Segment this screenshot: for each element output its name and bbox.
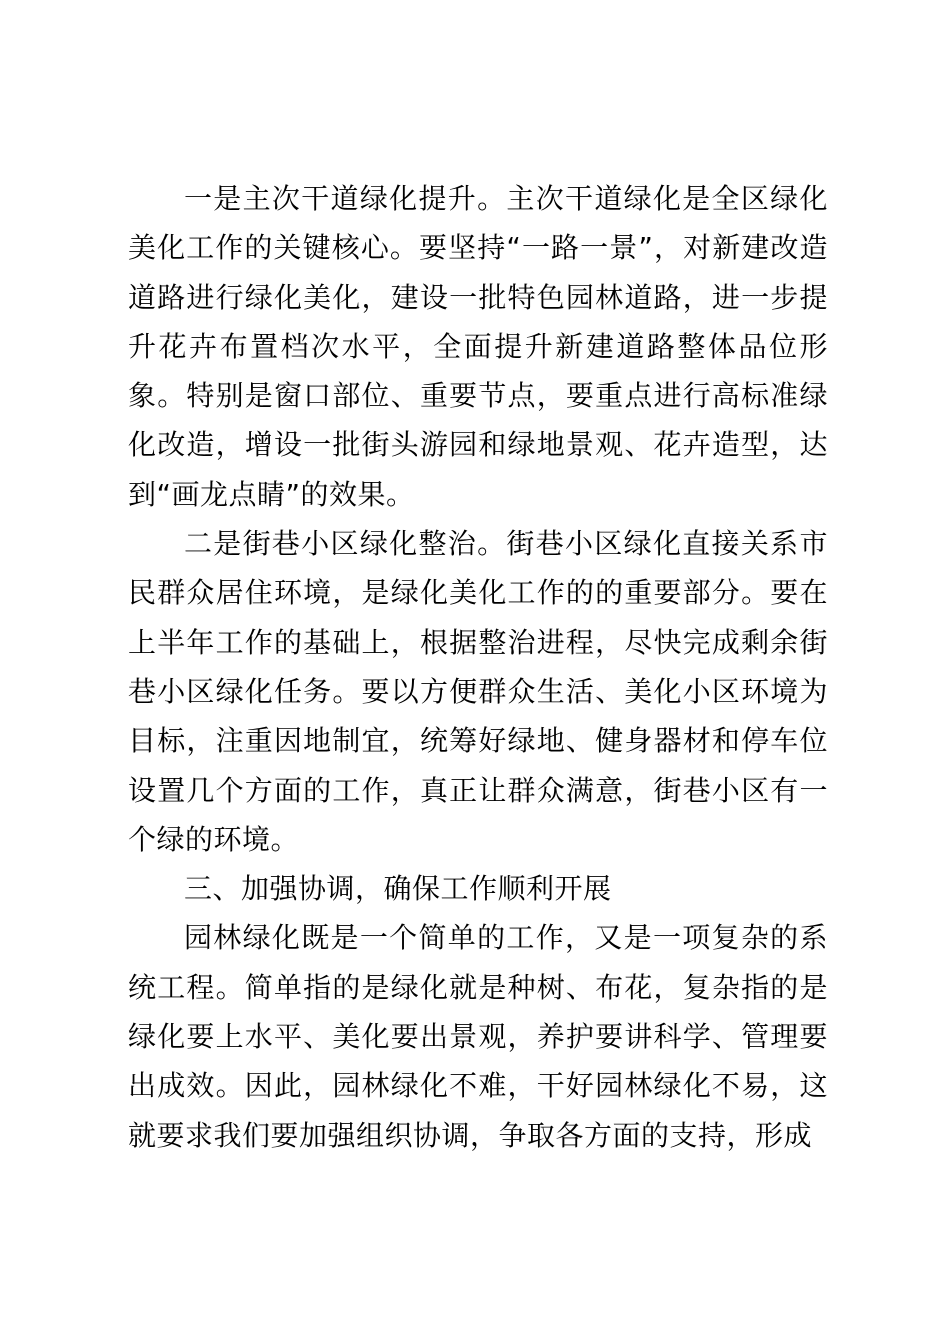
body-text bbox=[128, 174, 828, 1160]
paragraph-main-road-greening: 一是主次干道绿化提升。主次干道绿化是全区绿化美化工作的关键核心。要坚持“一路一景”，对新建改造道路进行绿化美化，建设一批特色园林道路，进一步提升花卉布置档次水平，全面提升新建道路整体品位形象。特别是窗口部位、重要节点，要重点进行高标准绿化改造，增设一批街头游园和绿地景观、花卉造型，达到“画龙点睛”的效果。 bbox=[128, 182, 828, 511]
section-heading-coordination: 三、加强协调，确保工作顺利开展 bbox=[184, 872, 612, 906]
paragraph-street-community-greening: 二是街巷小区绿化整治。街巷小区绿化直接关系市民群众居住环境，是绿化美化工作的的重要部分。要在上半年工作的基础上，根据整治进程，尽快完成剩余街巷小区绿化任务。要以方便群众生活、美化小区环境为目标，注重因地制宜，统筹好绿地、健身器材和停车位设置几个方面的工作，真正让群众满意，街巷小区有一个绿的环境。 bbox=[128, 527, 828, 856]
paragraph-landscape-system-engineering: 园林绿化既是一个简单的工作，又是一项复杂的系统工程。简单指的是绿化就是种树、布花，复杂指的是绿化要上水平、美化要出景观，养护要讲科学、管理要出成效。因此，园林绿化不难，干好园林绿化不易，这就要求我们要加强组织协调，争取各方面的支持，形成 bbox=[128, 921, 828, 1152]
